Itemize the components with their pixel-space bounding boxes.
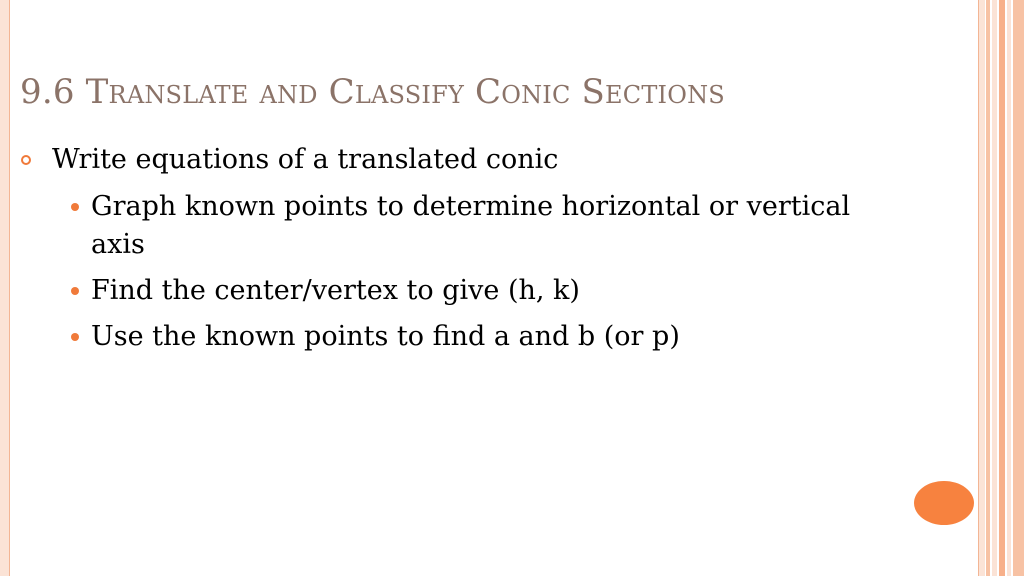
dot-bullet-icon (71, 333, 79, 341)
bullet-level2 (20, 318, 900, 356)
slide-content (20, 140, 900, 356)
right-border-stripe (999, 0, 1005, 576)
sub-bullet-text: Find the center/vertex to give (h, k) (91, 275, 580, 306)
dot-bullet-icon (71, 287, 79, 295)
sub-bullet-text: Graph known points to determine horizontal or vertical axis (91, 191, 851, 260)
ring-bullet-icon (21, 155, 31, 165)
slide-title: 9.6 Translate and Classify Conic Sections (20, 72, 725, 112)
right-border-stripe (992, 0, 997, 576)
sub-bullet-text: Use the known points to find a and b (or p) (91, 321, 680, 352)
right-border-stripe (986, 0, 990, 576)
right-border-stripe (1007, 0, 1011, 576)
bullet-level2 (20, 272, 900, 310)
left-border-decoration (0, 0, 10, 576)
right-border-stripe (978, 0, 985, 576)
bullet-text: Write equations of a translated conic (52, 144, 559, 175)
dot-bullet-icon (71, 203, 79, 211)
bullet-level1 (20, 140, 900, 180)
bullet-level2 (20, 188, 900, 264)
right-border-stripe (1013, 0, 1024, 576)
next-slide-circle-button[interactable] (914, 481, 974, 525)
